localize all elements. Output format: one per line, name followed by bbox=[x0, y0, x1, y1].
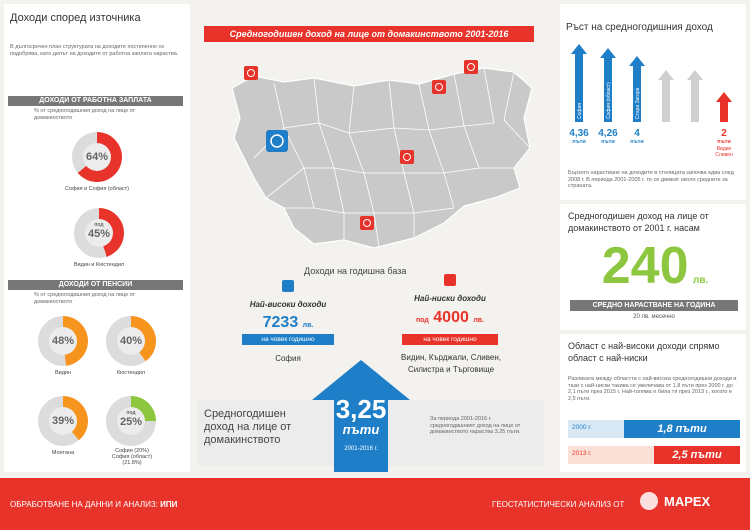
low-value: 4000 bbox=[433, 309, 469, 326]
donut-label: София и София (област) bbox=[64, 186, 130, 192]
growth-arrow-label: Стара Загора bbox=[635, 87, 641, 119]
map-pin-icon bbox=[360, 216, 374, 230]
ratio-value: 1,8 пъти bbox=[624, 420, 740, 438]
annual-title: Доходи на годишна база bbox=[304, 266, 407, 276]
high-value-box bbox=[242, 314, 334, 332]
growth-bars-chart bbox=[564, 38, 744, 162]
donut-value: 40% bbox=[117, 327, 145, 355]
donut-label: Кюстендил bbox=[116, 370, 146, 376]
high-value: 7233 bbox=[262, 314, 299, 331]
donut-prefix: под bbox=[94, 222, 104, 228]
left-panel bbox=[4, 4, 190, 472]
pension-header: ДОХОДИ ОТ ПЕНСИИ bbox=[8, 280, 183, 290]
donut-pension-kyustendil bbox=[106, 316, 156, 366]
growth-arrow-sub: Видин bbox=[716, 146, 732, 152]
growth-arrow-value: 4 bbox=[634, 128, 640, 139]
growth-note: За периода 2001-2016 г. средногодишният доход на лице от домакинството нараства 3,25 пъти. bbox=[430, 416, 521, 435]
donut-pension-sofia bbox=[106, 396, 156, 446]
growth-arrow-value: 2 bbox=[721, 128, 727, 139]
sources-intro: В дългосрочен план структурата на доходите постепенно се подобрява, като делът на доходите от работна заплата нараства. bbox=[10, 44, 179, 57]
donut-center bbox=[117, 407, 145, 435]
growth-arrow-sub: Сливен bbox=[715, 152, 733, 158]
growth-arrow-bar bbox=[687, 70, 703, 122]
donut-pension-montana bbox=[38, 396, 88, 446]
footer bbox=[0, 478, 750, 530]
ratio-row bbox=[568, 446, 740, 464]
growth-arrow-bar bbox=[716, 92, 732, 122]
growth-unit: пъти bbox=[342, 422, 380, 437]
mapex-logo-icon bbox=[640, 492, 658, 510]
avg-value-box bbox=[570, 238, 740, 294]
ratio-year: 2000 г. bbox=[572, 424, 592, 431]
growth-title: Ръст на средногодишния доход bbox=[566, 22, 713, 33]
avg-monthly: 20 лв. месечно bbox=[633, 314, 675, 320]
avg-unit: лв. bbox=[692, 275, 709, 286]
growth-arrow-label: София (област) bbox=[606, 82, 612, 119]
donut-value: 25% bbox=[119, 416, 143, 428]
donut-salary-vidin bbox=[74, 208, 124, 258]
footer-left-bold: ИПИ bbox=[160, 500, 178, 509]
map-pin-sofia-icon bbox=[266, 130, 288, 152]
donut-value: 48% bbox=[49, 327, 77, 355]
salary-header: ДОХОДИ ОТ РАБОТНА ЗАПЛАТА bbox=[8, 96, 183, 106]
low-income-icon bbox=[444, 274, 456, 286]
donut-prefix: под bbox=[126, 410, 136, 416]
donut-label: София (20%) София (област) (21.8%) bbox=[111, 448, 153, 466]
main-banner-text: Средногодишен доход на лице от домакинството 2001-2016 bbox=[229, 29, 509, 39]
right-mid-panel bbox=[560, 204, 746, 330]
bulgaria-map bbox=[214, 48, 540, 258]
right-bottom-panel bbox=[560, 334, 746, 472]
growth-arrow-unit: пъти bbox=[601, 139, 615, 145]
footer-left-text: ОБРАБОТВАНЕ НА ДАННИ И АНАЛИЗ: bbox=[10, 500, 158, 509]
high-per: на човек годишно bbox=[242, 334, 334, 345]
growth-arrow-unit: пъти bbox=[717, 139, 731, 145]
mapex-logo: MAPEX bbox=[664, 494, 711, 509]
growth-years: 2001-2016 г. bbox=[344, 446, 378, 452]
growth-arrow-bar bbox=[658, 70, 674, 122]
low-prefix: под bbox=[415, 317, 429, 324]
donut-label: Видин bbox=[54, 370, 72, 376]
growth-arrow-value: 4,26 bbox=[598, 128, 618, 139]
low-value-box bbox=[394, 309, 506, 327]
donut-salary-sofia bbox=[72, 132, 122, 182]
growth-arrow-value: 4,36 bbox=[569, 128, 589, 139]
growth-arrow-unit: пъти bbox=[572, 139, 586, 145]
low-per: на човек годишно bbox=[402, 334, 498, 345]
high-title: Най-високи доходи bbox=[249, 300, 327, 309]
high-income-icon bbox=[282, 280, 294, 292]
right-top-panel bbox=[560, 4, 746, 200]
low-unit: лв. bbox=[473, 317, 485, 324]
main-banner bbox=[204, 26, 534, 42]
donut-label: Монтана bbox=[51, 450, 75, 456]
growth-arrow-label: София bbox=[577, 102, 583, 119]
map-pin-icon bbox=[400, 150, 414, 164]
donut-pension-vidin bbox=[38, 316, 88, 366]
ratio-row bbox=[568, 420, 740, 438]
map-pin-icon bbox=[244, 66, 258, 80]
sources-title: Доходи според източника bbox=[10, 12, 141, 24]
avg-value: 240 bbox=[601, 237, 689, 295]
ratio-value: 2,5 пъти bbox=[654, 446, 740, 464]
high-region: София bbox=[275, 354, 301, 363]
ratio-note: Разликата между областта с най-висока средногодишни доходи и тази с най-ниски такива се увеличава от 1,8 пъти през 2000 г. до 2,1 пъти през 2015 г. Най-голяма е била тя през 2013 г., когато е 2,5 пъти. bbox=[568, 376, 737, 402]
center-panel bbox=[194, 4, 556, 472]
donut-value: 45% bbox=[87, 228, 111, 240]
high-unit: лв. bbox=[302, 322, 314, 329]
donut-center bbox=[85, 219, 113, 247]
donut-label: Видин и Кюстендил bbox=[73, 262, 125, 268]
ratio-title: Област с най-високи доходи спрямо област с най-ниски bbox=[568, 341, 720, 363]
avg-bar: СРЕДНО НАРАСТВАНЕ НА ГОДИНА bbox=[570, 300, 738, 311]
salary-sub: % от средногодишния доход на лице от домакинството bbox=[34, 108, 136, 121]
donut-value: 39% bbox=[49, 407, 77, 435]
avg-title: Средногодишен доход на лице от домакинството от 2001 г. насам bbox=[568, 211, 709, 233]
footer-left bbox=[10, 500, 177, 509]
growth-value: 3,25 bbox=[335, 394, 387, 424]
ratio-year: 2013 г. bbox=[572, 450, 592, 457]
growth-arrow-unit: пъти bbox=[630, 139, 644, 145]
donut-value: 64% bbox=[83, 143, 111, 171]
pension-sub: % от средногодишния доход на лице от домакинството bbox=[34, 292, 136, 305]
map-pin-icon bbox=[432, 80, 446, 94]
low-region: Видин, Кърджали, Сливен, Силистра и Търговище bbox=[401, 353, 501, 374]
footer-right-text: ГЕОСТАТИСТИЧЕСКИ АНАЛИЗ ОТ bbox=[492, 500, 625, 509]
map-pin-icon bbox=[464, 60, 478, 74]
growth-left-text: Средногодишен доход на лице от домакинството bbox=[204, 408, 292, 446]
low-title: Най-ниски доходи bbox=[414, 294, 486, 303]
growth-note-right: Бързото нарастване на доходите в столицата започва едва след 2008 г. В периода 2001-2005 г. те се движат около средните за страната. bbox=[568, 170, 734, 189]
